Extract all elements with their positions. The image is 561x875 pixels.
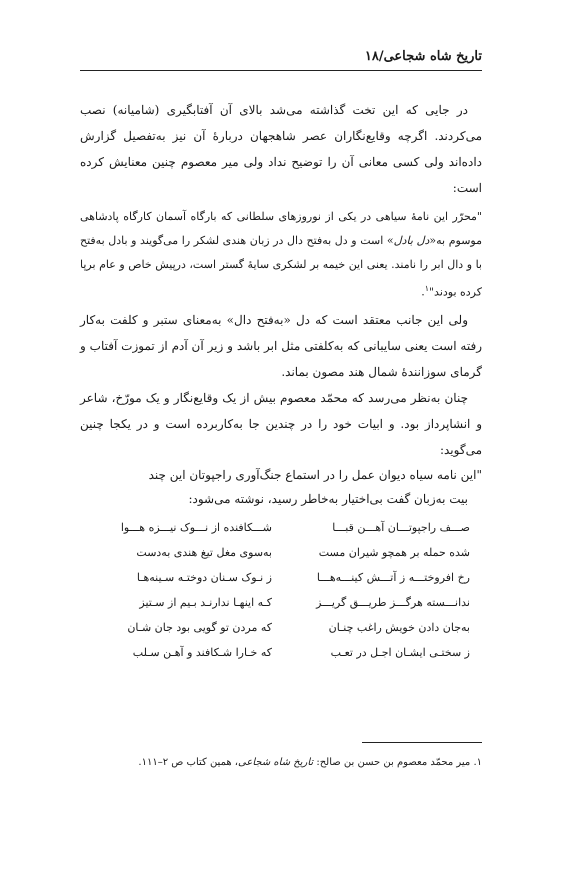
hemistich-1: صـــف راجپوتـــان آهـــن قبـــا bbox=[332, 520, 470, 534]
paragraph-1: در جایی که این تخت گذاشته می‌شد بالای آن آفتابگیری (شامیانه) نصب می‌کردند. اگرچه وقایع‌نگاران عصر شاهجهان دربارهٔ آن نیز به‌تفصیل گزارش داده‌اند ولی کسی معانی آن را توضیح نداد ولی میر معصوم چنین معنایش کرده است: bbox=[80, 103, 482, 195]
hemistich-2: که خـارا شـکافند و آهـن سـلب bbox=[132, 645, 272, 659]
poem-verse bbox=[80, 515, 482, 540]
hemistich-2: ز نـوک سـنان دوختـه سـینه‌هـا bbox=[136, 570, 272, 584]
poem-verse bbox=[80, 590, 482, 615]
quote-1-end: . bbox=[421, 285, 425, 299]
hemistich-2: به‌سوی مغل تیغ هندی به‌دست bbox=[136, 545, 272, 559]
poem-verse bbox=[80, 640, 482, 665]
hemistich-2: کـه اینهـا ندارنـد بـیم از سـتیز bbox=[139, 595, 272, 609]
footnote-prefix: ۱. میر محمّد معصوم بن حسن بن صالح: bbox=[313, 757, 482, 768]
paragraph-3: چنان به‌نظر می‌رسد که محمّد معصوم بیش از یک وقایع‌نگار و یک مورّخ، شاعر و انشاپرداز بود. و ابیات خود را در چندین جا به‌کاربرده است و در یکجا چنین می‌گوید: bbox=[80, 390, 482, 457]
quote-1 bbox=[80, 205, 482, 305]
hemistich-1: شده حمله بر همچو شیران مست bbox=[318, 545, 470, 559]
hemistich-1: ز سختـی ایشـان اجـل در تعـب bbox=[330, 645, 470, 659]
hemistich-1: رخ افروختـــه ز آتـــش کینـــه‌هـــا bbox=[316, 570, 470, 584]
hemistich-1: به‌جان دادن خویش راغب چنـان bbox=[328, 620, 470, 634]
footnote-mark: ۱ bbox=[424, 284, 429, 293]
running-header bbox=[80, 40, 482, 71]
footnote-italic: تاریخ شاه شجاعی bbox=[238, 757, 314, 768]
poem bbox=[80, 515, 482, 665]
book-page bbox=[80, 40, 482, 768]
paragraph-2: ولی این جانب معتقد است که دل «به‌فتح دال» به‌معنای ستبر و کلفت به‌کار رفته است یعنی سایبانی که به‌کلفتی مثل ابر باشد و زیر آن آدم از تموزت آفتاب و گرمای سوزانندهٔ شمال هند مصون بماند. bbox=[80, 312, 482, 379]
poem-verse bbox=[80, 615, 482, 640]
quote-1-italic: دل بادل bbox=[393, 234, 430, 247]
footnote bbox=[80, 754, 482, 772]
header-title: تاریخ شاه شجاعی/۱۸ bbox=[364, 49, 482, 64]
quote-2-line-2: بیت به‌زبان گفت بی‌اختیار به‌خاطر رسید، نوشته می‌شود: bbox=[188, 491, 468, 506]
footnote-divider bbox=[362, 742, 482, 743]
quote-1-part1: "محرّر این نامهٔ سیاهی در یکی از نوروزهای سلطانی که بارگاه آسمان کارگاه پادشاهی موسوم به« bbox=[80, 210, 482, 247]
hemistich-2: که مردن تو گویی بود جان شـان bbox=[127, 620, 272, 634]
hemistich-2: شـــکافنده از نـــوک نیـــزه هـــوا bbox=[120, 520, 272, 534]
poem-verse bbox=[80, 565, 482, 590]
poem-verse bbox=[80, 540, 482, 565]
quote-2-line-1: "این نامه سیاه دیوان عمل را در استماع جنگ‌آوری راجپوتان این چند bbox=[148, 467, 482, 482]
hemistich-1: ندانـــسته هرگـــز طریـــق گریـــز bbox=[316, 595, 470, 609]
footnote-suffix: ، همین کتاب ص ۲–۱۱۱. bbox=[138, 757, 239, 768]
main-text bbox=[80, 97, 482, 665]
quote-1-part2: » است و دل به‌فتح دال در زبان هندی لشکر را می‌گویند و بادل به‌فتح با و دال ابر را نامند. یعنی این خیمه بر لشکری سایهٔ گستر است، درپیش خاص و عام برپا کرده بودند" bbox=[80, 234, 482, 299]
